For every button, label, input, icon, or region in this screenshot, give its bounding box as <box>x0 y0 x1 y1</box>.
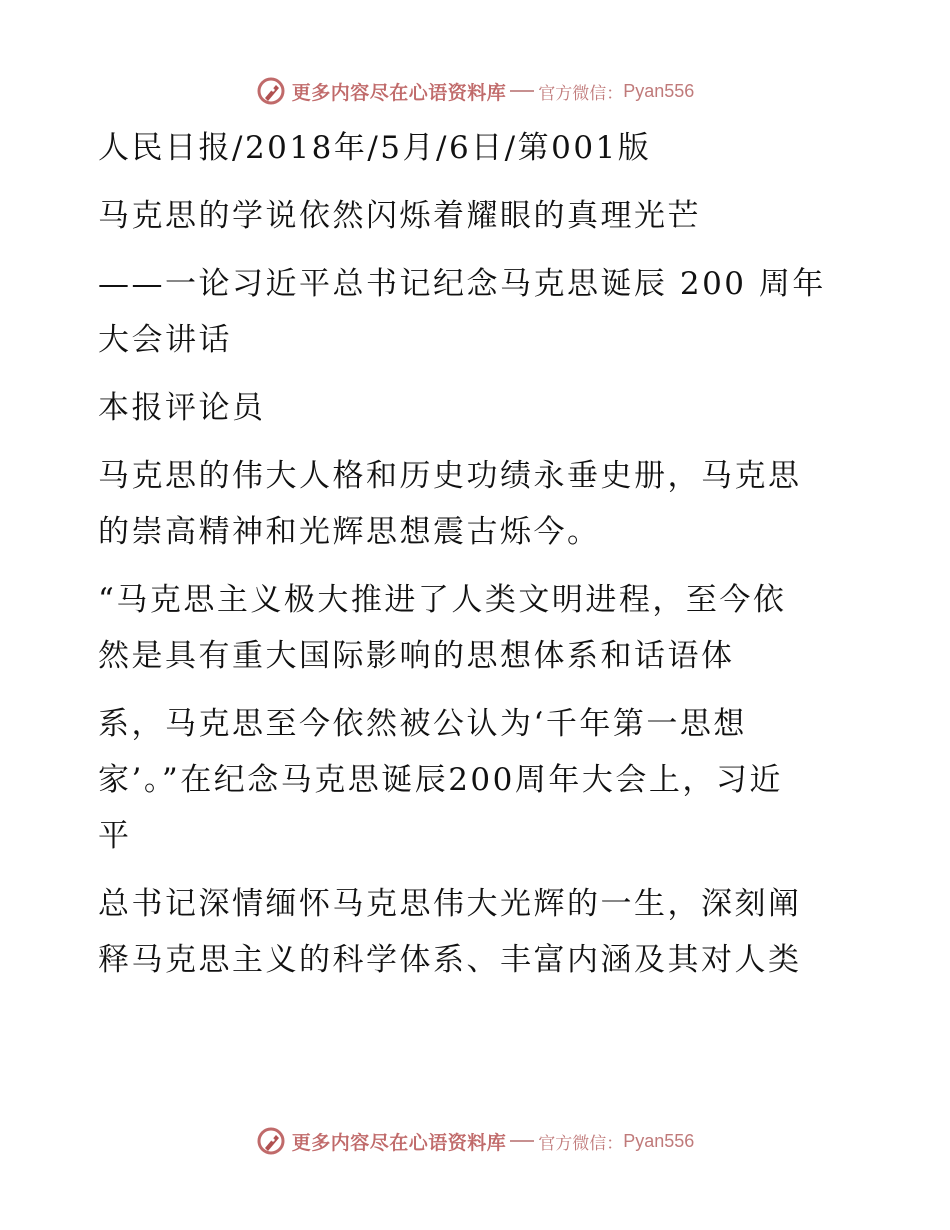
banner-dash <box>510 90 534 92</box>
top-banner <box>0 71 950 111</box>
banner-handle: Pyan556 <box>623 1130 695 1151</box>
headline: 马克思的学说依然闪烁着耀眼的真理光芒 <box>98 198 701 234</box>
pen-nib-logo-icon <box>256 1126 286 1156</box>
banner-text: 更多内容尽在心语资料库 <box>291 81 507 104</box>
paragraph-1-line-1: 马克思的伟大人格和历史功绩永垂史册，马克思 <box>98 458 802 494</box>
banner-handle: Pyan556 <box>623 80 695 101</box>
banner-dash <box>510 1140 534 1142</box>
paragraph-4-line-1: 总书记深情缅怀马克思伟大光辉的一生，深刻阐 <box>98 886 802 922</box>
paragraph-2-line-2: 然是具有重大国际影响的思想体系和话语体 <box>98 638 735 674</box>
paragraph-3-line-2: 家’。”在纪念马克思诞辰200周年大会上，习近 <box>98 762 783 798</box>
bottom-banner <box>0 1121 950 1161</box>
banner-text: 更多内容尽在心语资料库 <box>291 1131 507 1154</box>
paragraph-3-line-3: 平 <box>98 818 132 854</box>
subtitle-line-2: 大会讲话 <box>98 322 232 358</box>
subtitle-line-1: ——一论习近平总书记纪念马克思诞辰 200 周年 <box>98 266 826 302</box>
paragraph-2-line-1: “马克思主义极大推进了人类文明进程，至今依 <box>98 582 787 618</box>
document-body <box>98 120 858 988</box>
banner-wechat-label: 官方微信： <box>538 1133 624 1154</box>
paragraph-4-line-2: 释马克思主义的科学体系、丰富内涵及其对人类 <box>98 942 802 978</box>
paragraph-3-line-1: 系，马克思至今依然被公认为‘千年第一思想 <box>98 706 747 742</box>
pen-nib-logo-icon <box>256 76 286 106</box>
author-line: 本报评论员 <box>98 390 266 426</box>
source-line: 人民日报/2018年/5月/6日/第001版 <box>98 130 652 166</box>
paragraph-1-line-2: 的崇高精神和光辉思想震古烁今。 <box>98 514 601 550</box>
banner-wechat-label: 官方微信： <box>538 83 624 104</box>
